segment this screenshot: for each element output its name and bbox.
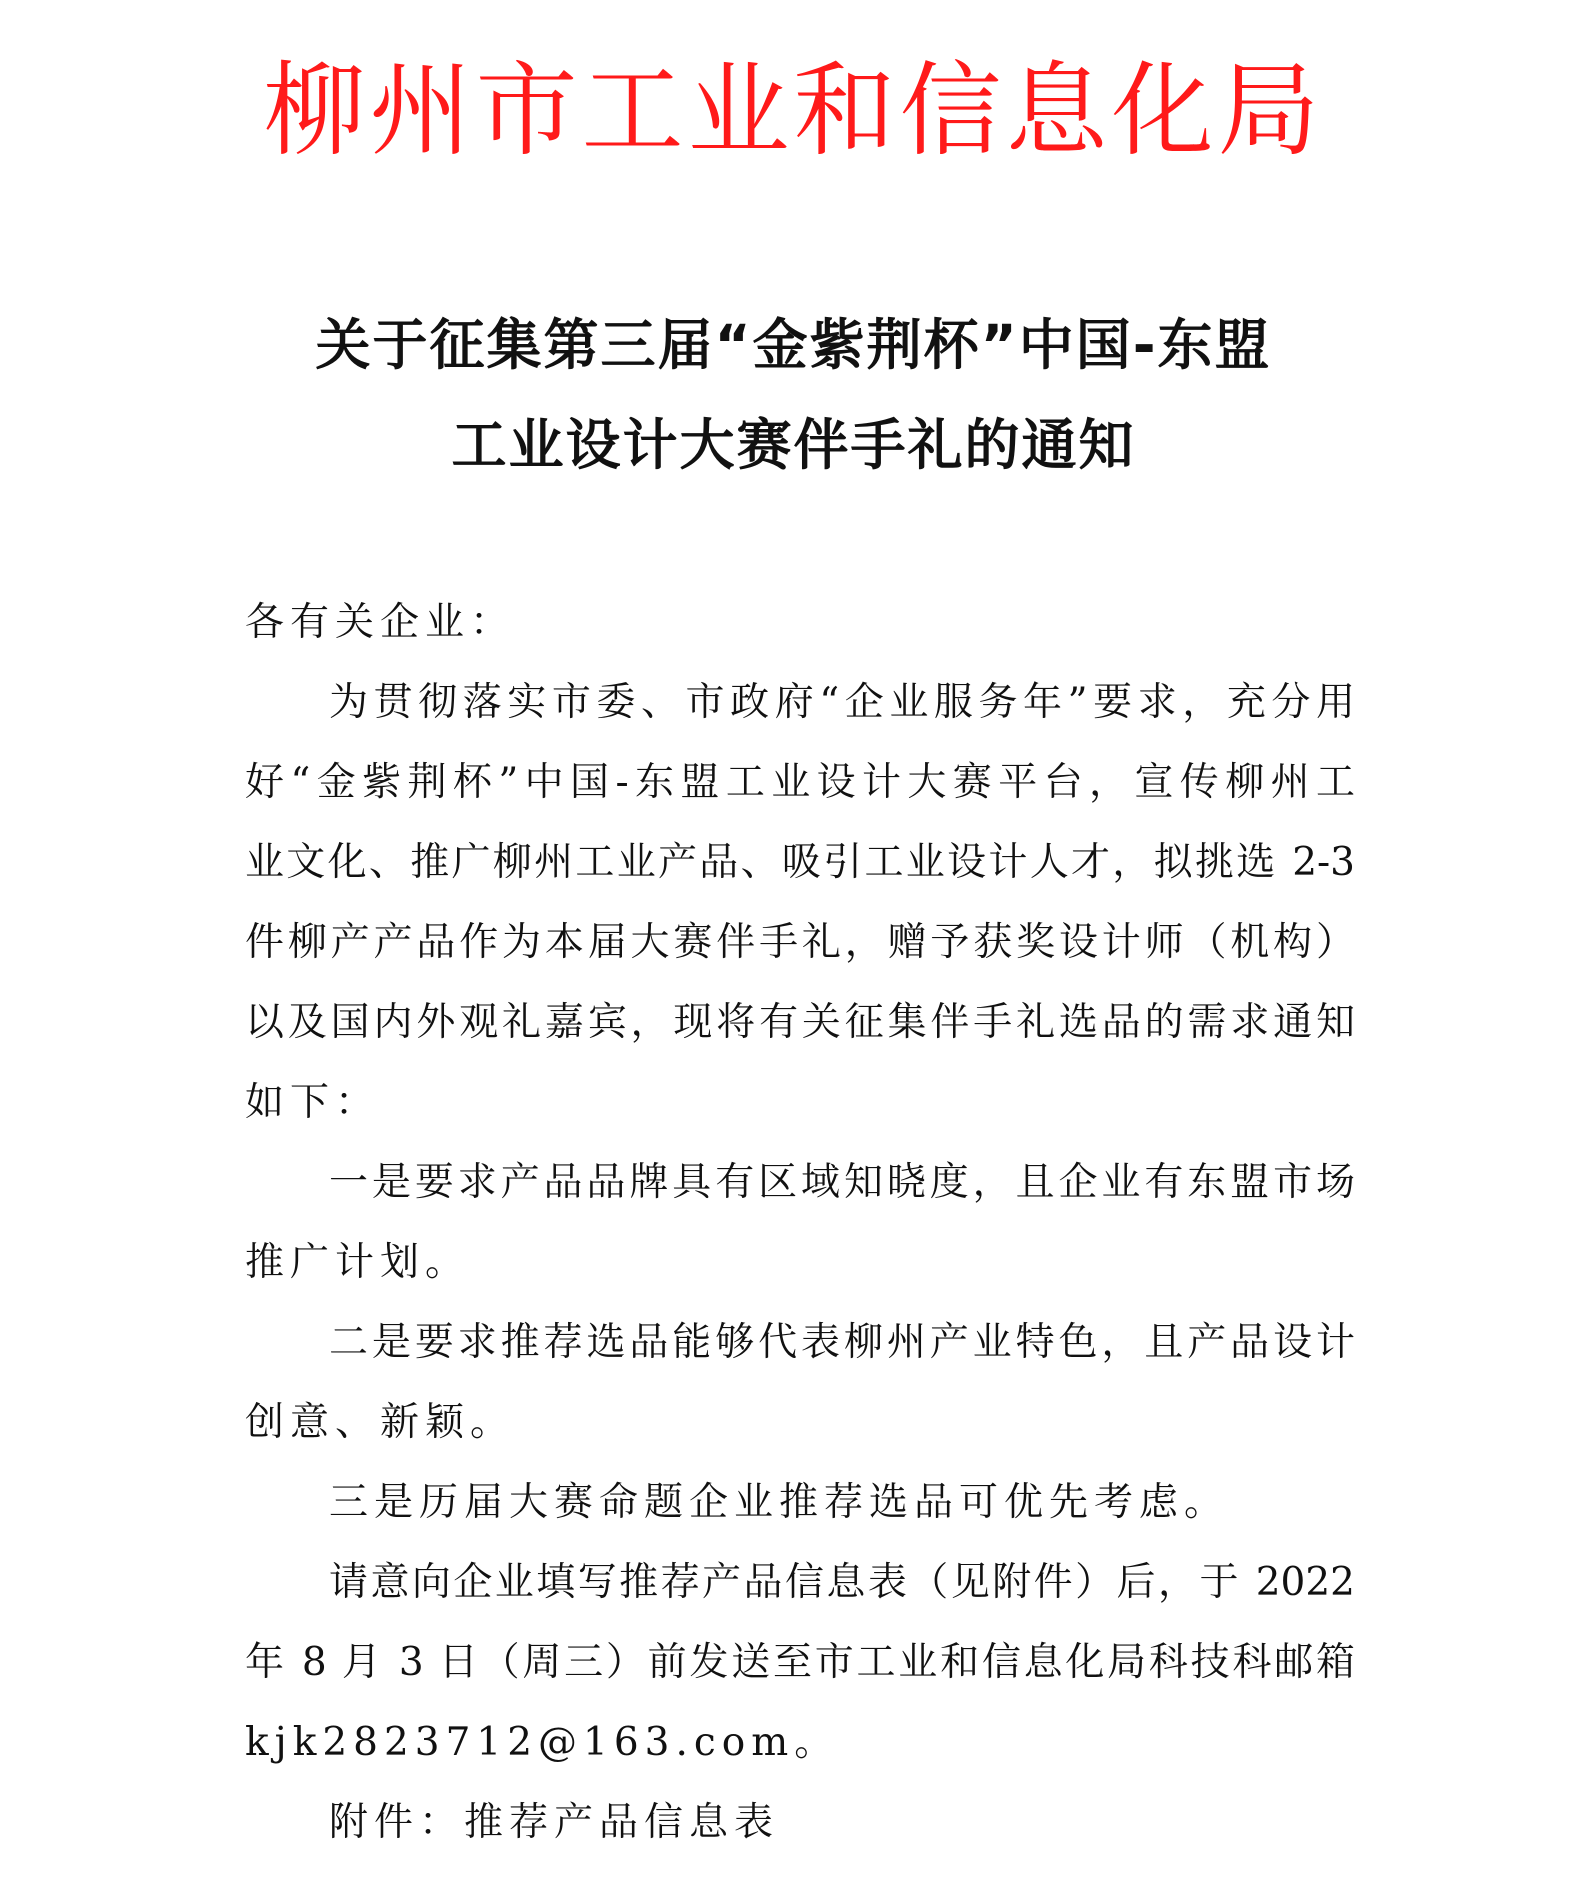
attachment-line: 附件：推荐产品信息表 bbox=[329, 1800, 780, 1845]
intro-line-4: 件柳产产品作为本届大赛伴手礼，赠予获奖设计师（机构） bbox=[245, 920, 1355, 965]
requirement-3: 三是历届大赛命题企业推荐选品可优先考虑。 bbox=[329, 1480, 1230, 1525]
submit-line-2: 年 8 月 3 日（周三）前发送至市工业和信息化局科技科邮箱 bbox=[245, 1640, 1355, 1685]
requirement-2-line-1: 二是要求推荐选品能够代表柳州产业特色，且产品设计 bbox=[329, 1320, 1355, 1365]
intro-line-3: 业文化、推广柳州工业产品、吸引工业设计人才，拟挑选 2-3 bbox=[245, 840, 1355, 885]
doc-title-line-1: 关于征集第三届“金紫荆杯”中国-东盟 bbox=[315, 313, 1272, 377]
issuer-header: 柳州市工业和信息化局 bbox=[263, 52, 1324, 171]
submit-email: kjk2823712@163.com。 bbox=[245, 1720, 840, 1765]
submit-line-1: 请意向企业填写推荐产品信息表（见附件）后，于 2022 bbox=[329, 1560, 1355, 1605]
requirement-1-line-2: 推广计划。 bbox=[245, 1240, 471, 1285]
doc-title-line-2: 工业设计大赛伴手礼的通知 bbox=[451, 413, 1136, 477]
requirement-1-line-1: 一是要求产品品牌具有区域知晓度，且企业有东盟市场 bbox=[329, 1160, 1355, 1205]
requirement-2-line-2: 创意、新颖。 bbox=[245, 1400, 516, 1445]
intro-line-2: 好“金紫荆杯”中国-东盟工业设计大赛平台，宣传柳州工 bbox=[245, 760, 1355, 805]
intro-line-6: 如下： bbox=[245, 1080, 381, 1125]
intro-line-1: 为贯彻落实市委、市政府“企业服务年”要求，充分用 bbox=[329, 680, 1355, 725]
intro-line-5: 以及国内外观礼嘉宾，现将有关征集伴手礼选品的需求通知 bbox=[245, 1000, 1355, 1045]
salutation: 各有关企业： bbox=[245, 600, 516, 645]
